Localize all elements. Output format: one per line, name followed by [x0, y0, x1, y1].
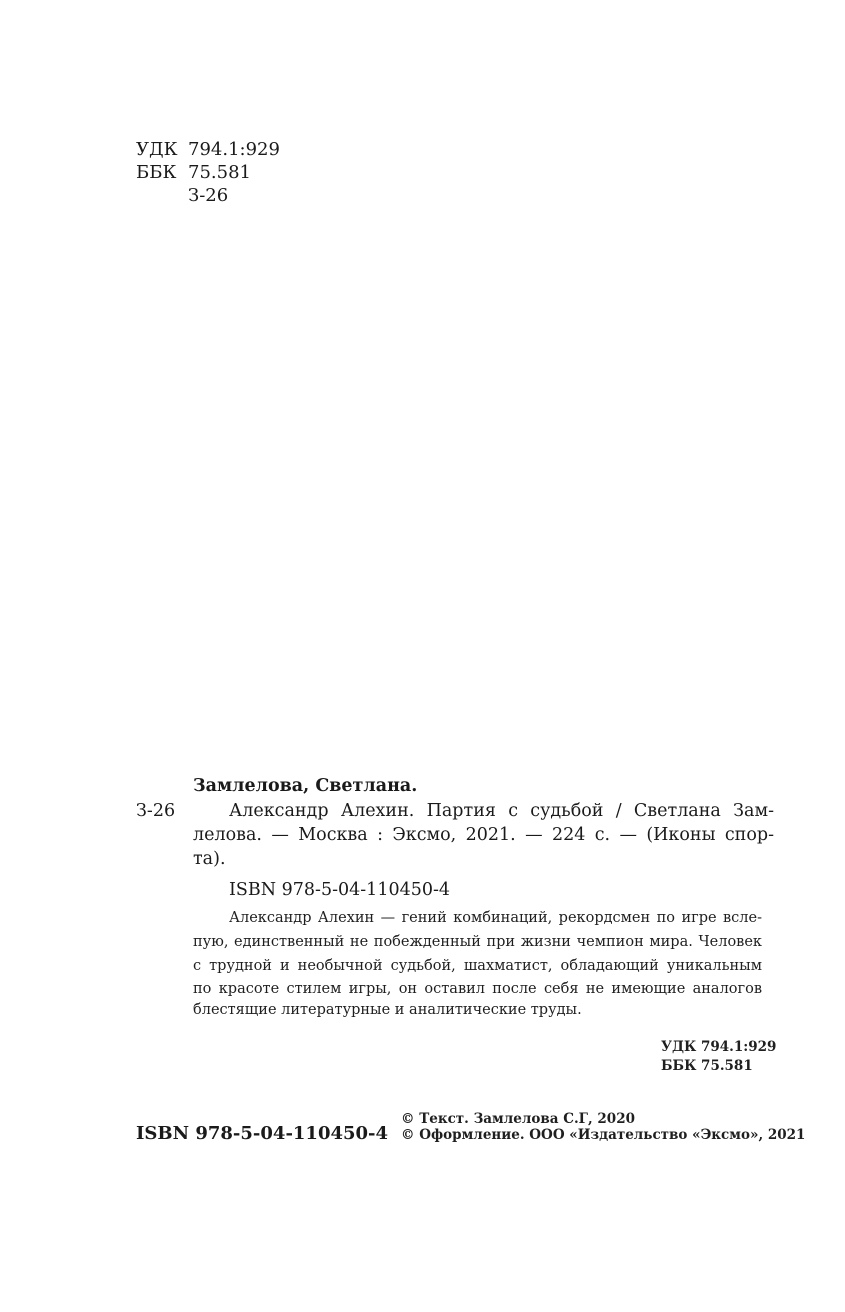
udk-value: 794.1:929 — [188, 139, 280, 160]
bbk-bottom: ББК 75.581 — [661, 1058, 753, 1074]
annotation-line-5: блестящие литературные и аналитические труды. — [193, 1002, 582, 1018]
annotation-line-2: пую, единственный не побежденный при жизни чемпион мира. Человек — [193, 934, 762, 950]
annotation-line-4: по красоте стилем игры, он оставил после себя не имеющие аналогов — [193, 981, 762, 997]
annotation-line-1: Александр Алехин — гений комбинаций, рекордсмен по игре всле- — [229, 910, 762, 926]
isbn-record: ISBN 978-5-04-110450-4 — [229, 880, 451, 900]
isbn-footer: ISBN 978-5-04-110450-4 — [136, 1123, 389, 1144]
copyright-design: © Оформление. ООО «Издательство «Эксмо», 2021 — [401, 1127, 806, 1143]
title-line-2: лелова. — Москва : Эксмо, 2021. — 224 с. — (Иконы спор- — [193, 825, 774, 845]
title-line-1: Александр Алехин. Партия с судьбой / Светлана Зам- — [229, 801, 774, 821]
udk-label: УДК — [136, 139, 178, 160]
bbk-value: 75.581 — [188, 162, 251, 183]
udk-bottom: УДК 794.1:929 — [661, 1039, 777, 1055]
bbk-label: ББК — [136, 162, 177, 183]
annotation-line-3: с трудной и необычной судьбой, шахматист, обладающий уникальным — [193, 958, 762, 974]
copyright-text: © Текст. Замлелова С.Г, 2020 — [401, 1111, 635, 1127]
bbk-top — [136, 161, 251, 184]
author-heading: Замлелова, Светлана. — [193, 776, 418, 796]
udk-top — [136, 138, 280, 161]
author-sign-top: З-26 — [188, 185, 229, 206]
title-line-3: та). — [193, 849, 226, 869]
author-sign: З-26 — [136, 801, 176, 821]
